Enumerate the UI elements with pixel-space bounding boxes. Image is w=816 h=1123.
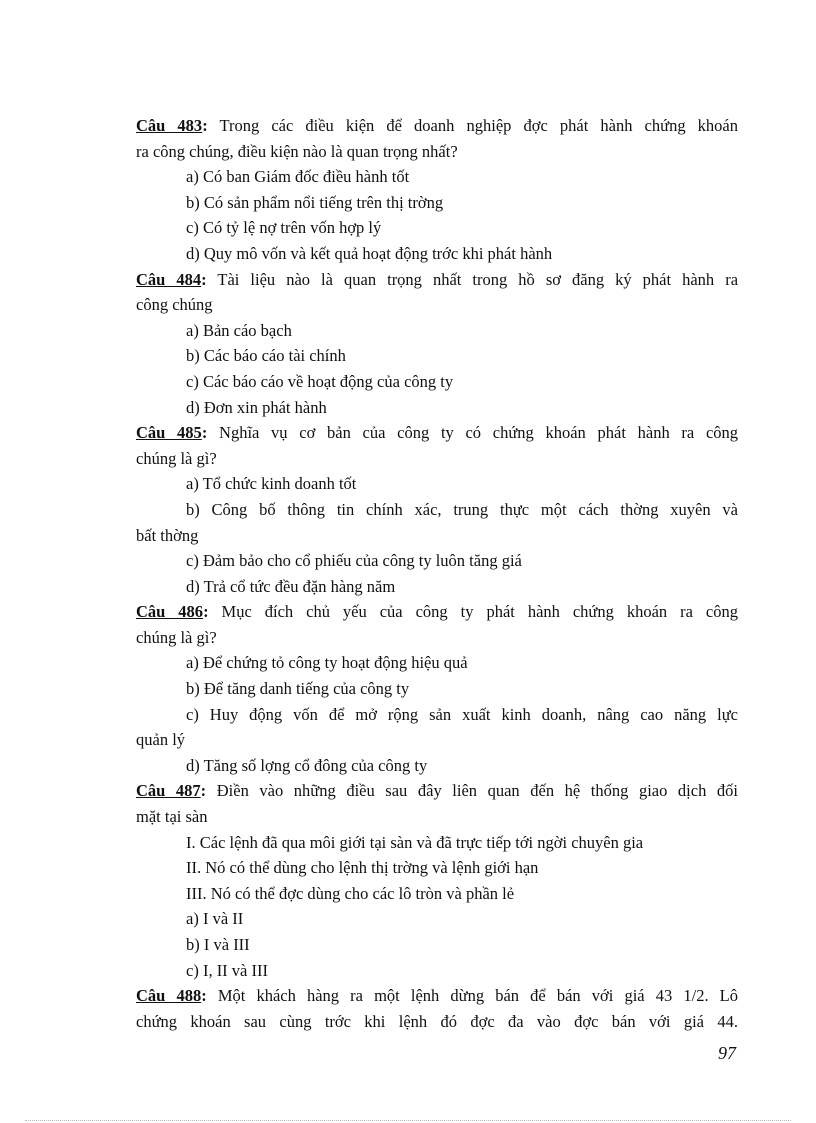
- option: d) Trả cổ tức đều đặn hàng năm: [186, 576, 396, 596]
- option: a) Bản cáo bạch: [186, 320, 292, 340]
- option: b) I và III: [186, 935, 250, 954]
- question-487-line2: mặt tại sàn: [136, 807, 208, 827]
- question-484-line2: công chúng: [136, 295, 213, 315]
- question-488-line1: Câu 488: Một khách hàng ra một lệnh dừng bán để bán với giá 43 1/2. Lô: [136, 986, 739, 1006]
- statement: I. Các lệnh đã qua môi giới tại sàn và đã trực tiếp tới ngời chuyên gia: [186, 832, 644, 852]
- option: b) Công bố thông tin chính xác, trung thực một cách thờng xuyên và: [186, 499, 738, 519]
- question-label: Câu 485: [136, 423, 202, 443]
- question-488-line2: chứng khoán sau cùng trớc khi lệnh đó đợc đa vào đợc bán với giá 44.: [136, 1011, 738, 1031]
- question-483-line1: Câu 483: Trong các điều kiện để doanh nghiệp đợc phát hành chứng khoán: [136, 116, 738, 135]
- option: b) Để tăng danh tiếng của công ty: [186, 679, 410, 699]
- question-label: Câu 486: [136, 602, 204, 622]
- option: b) Các báo cáo tài chính: [186, 346, 346, 366]
- option: c) I, II và III: [186, 960, 268, 980]
- statement: II. Nó có thể dùng cho lệnh thị trờng và lệnh giới hạn: [186, 858, 539, 878]
- question-label: Câu 483: [136, 116, 203, 135]
- option: a) Tổ chức kinh doanh tốt: [186, 474, 357, 494]
- option-continuation: bất thờng: [136, 525, 199, 545]
- statement: III. Nó có thể đợc dùng cho các lô tròn và phần lẻ: [186, 883, 515, 903]
- option: a) I và II: [186, 909, 244, 929]
- question-484-line1: Câu 484: Tài liệu nào là quan trọng nhất trong hồ sơ đăng ký phát hành ra: [136, 269, 739, 289]
- question-label: Câu 488: [136, 986, 202, 1006]
- option: d) Đơn xin phát hành: [186, 397, 327, 417]
- question-485-line1: Câu 485: Nghĩa vụ cơ bản của công ty có chứng khoán phát hành ra công: [136, 423, 739, 443]
- option-continuation: quản lý: [136, 730, 186, 750]
- page-number: 97: [718, 1043, 736, 1063]
- option: b) Có sản phẩm nổi tiếng trên thị trờng: [186, 192, 444, 212]
- option: c) Huy động vốn để mở rộng sản xuất kinh doanh, nâng cao năng lực: [186, 704, 738, 724]
- question-487-line1: Câu 487: Điền vào những điều sau đây liên quan đến hệ thống giao dịch đối: [136, 781, 739, 801]
- option: c) Các báo cáo về hoạt động của công ty: [186, 371, 454, 391]
- option: a) Để chứng tỏ công ty hoạt động hiệu quả: [186, 653, 468, 673]
- question-483-line2: ra công chúng, điều kiện nào là quan trọng nhất?: [136, 141, 458, 161]
- document-page: [136, 113, 738, 1034]
- option: c) Đảm bảo cho cổ phiếu của công ty luôn tăng giá: [186, 551, 522, 571]
- question-486-line2: chúng là gì?: [136, 627, 217, 647]
- option: d) Quy mô vốn và kết quả hoạt động trớc khi phát hành: [186, 243, 553, 263]
- option: a) Có ban Giám đốc điều hành tốt: [186, 167, 410, 187]
- question-label: Câu 484: [136, 269, 202, 289]
- footer-divider: [25, 1120, 791, 1121]
- option: c) Có tỷ lệ nợ trên vốn hợp lý: [186, 218, 382, 238]
- option: d) Tăng số lợng cổ đông của công ty: [186, 755, 428, 775]
- question-485-line2: chúng là gì?: [136, 448, 217, 468]
- question-486-line1: Câu 486: Mục đích chủ yếu của công ty phát hành chứng khoán ra công: [136, 602, 739, 622]
- question-label: Câu 487: [136, 781, 201, 801]
